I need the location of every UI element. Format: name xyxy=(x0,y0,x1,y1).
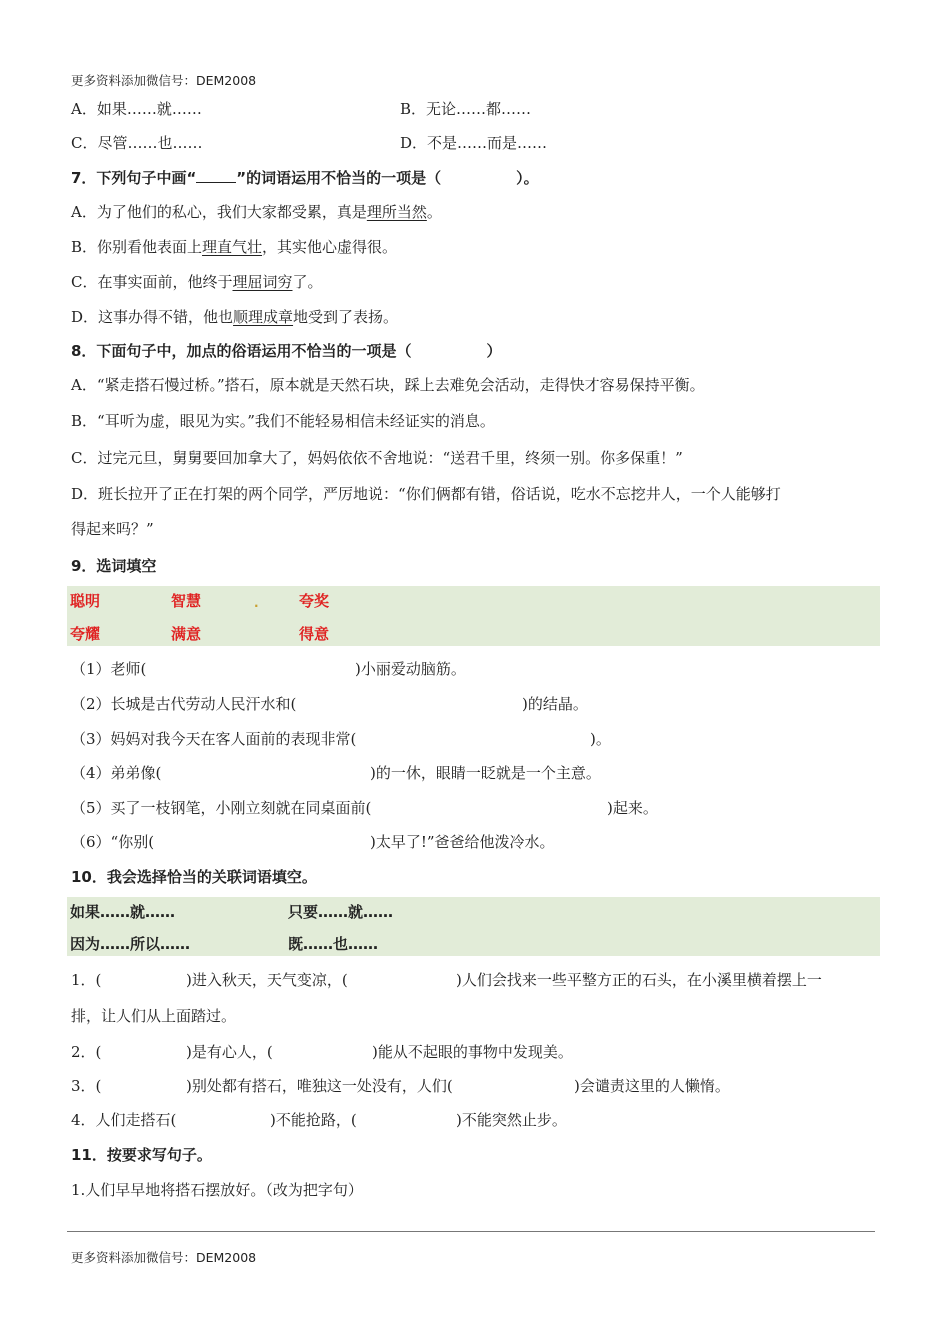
q9-sentence-4-start: （4）弟弟像( xyxy=(71,764,162,782)
separator-dot: . xyxy=(254,596,259,610)
q10-sentence-2b: )是有心人，( xyxy=(186,1043,273,1061)
q6-option-d: D．不是……而是…… xyxy=(400,134,548,152)
q9-sentence-4-end: )的一休，眼睛一眨就是一个主意。 xyxy=(370,764,601,782)
q8-option-a: A．“紧走搭石慢过桥。”搭石，原本就是天然石块，踩上去难免会活动，走得快才容易保持平衡。 xyxy=(71,376,705,394)
q10-sentence-3c: )会谴责这里的人懒惰。 xyxy=(574,1077,730,1095)
page-header: 更多资料添加微信号：DEM2008 xyxy=(71,73,257,88)
q11-sentence-1: 1.人们早早地将搭石摆放好。（改为把字句） xyxy=(71,1181,363,1199)
q10-sentence-4a: 4．人们走搭石( xyxy=(71,1111,177,1129)
q10-sentence-1a: 1．( xyxy=(71,971,102,989)
q9-sentence-2-start: （2）长城是古代劳动人民汗水和( xyxy=(71,695,297,713)
underlined-phrase: 顺理成章 xyxy=(233,308,294,326)
q9-title: 9．选词填空 xyxy=(71,557,157,575)
word-bank-item: 满意 xyxy=(171,625,202,643)
word-bank-item: 夸耀 xyxy=(70,625,101,643)
q10-sentence-2a: 2．( xyxy=(71,1043,102,1061)
q8-title: 8．下面句子中，加点的俗语运用不恰当的一项是（ ） xyxy=(71,342,502,360)
q9-sentence-6-end: )太早了!”爸爸给他泼冷水。 xyxy=(370,833,555,851)
q9-sentence-2-end: )的结晶。 xyxy=(522,695,588,713)
underlined-phrase: 理所当然 xyxy=(366,203,427,221)
q7-option-a: A．为了他们的私心，我们大家都受累，真是理所当然。 xyxy=(71,203,442,221)
word-bank-item: 如果……就…… xyxy=(70,903,176,921)
word-bank-item: 夸奖 xyxy=(299,592,330,610)
q9-sentence-1-start: （1）老师( xyxy=(71,660,147,678)
word-bank-item: 聪明 xyxy=(70,592,101,610)
footer-divider xyxy=(67,1231,875,1232)
q10-sentence-1c: )人们会找来一些平整方正的石头，在小溪里横着摆上一 xyxy=(456,971,822,989)
q6-option-a: A．如果……就…… xyxy=(71,100,202,118)
q7-option-b: B．你别看他表面上理直气壮，其实他心虚得很。 xyxy=(71,238,398,256)
underlined-phrase: 理屈词穷 xyxy=(232,273,293,291)
q8-option-b: B．“耳听为虚，眼见为实。”我们不能轻易相信未经证实的消息。 xyxy=(71,412,495,430)
q10-title: 10．我会选择恰当的关联词语填空。 xyxy=(71,868,317,886)
q7-option-d: D．这事办得不错，他也顺理成章地受到了表扬。 xyxy=(71,308,399,326)
q6-option-c: C．尽管……也…… xyxy=(71,134,203,152)
q10-sentence-1d: 排，让人们从上面踏过。 xyxy=(71,1007,237,1025)
q8-option-c: C．过完元旦，舅舅要回加拿大了，妈妈依依不舍地说：“送君千里，终须一别。你多保重！” xyxy=(71,449,683,467)
q10-sentence-1b: )进入秋天，天气变凉，( xyxy=(186,971,348,989)
q11-title: 11．按要求写句子。 xyxy=(71,1146,212,1164)
word-bank-item: 只要……就…… xyxy=(288,903,394,921)
q9-sentence-5-start: （5）买了一枝钢笔，小刚立刻就在同桌面前( xyxy=(71,799,372,817)
q9-sentence-5-end: )起来。 xyxy=(607,799,658,817)
word-bank-item: 因为……所以…… xyxy=(70,935,191,953)
q8-option-d-line1: D．班长拉开了正在打架的两个同学，严厉地说：“你们俩都有错，俗话说，吃水不忘挖井人，一个人能够打 xyxy=(71,485,781,503)
underline-blank xyxy=(196,168,236,183)
q9-sentence-6-start: （6）“你别( xyxy=(71,833,155,851)
q9-sentence-3-start: （3）妈妈对我今天在客人面前的表现非常( xyxy=(71,730,357,748)
word-bank-item: 既……也…… xyxy=(288,935,379,953)
q7-option-c: C．在事实面前，他终于理屈词穷了。 xyxy=(71,273,323,291)
q7-title: 7．下列句子中画“ ”的词语运用不恰当的一项是（ ）。 xyxy=(71,169,539,187)
q10-sentence-4b: )不能抢路，( xyxy=(270,1111,357,1129)
word-bank-item: 智慧 xyxy=(171,592,202,610)
page-footer: 更多资料添加微信号：DEM2008 xyxy=(71,1250,257,1265)
q10-sentence-3b: )别处都有搭石，唯独这一处没有，人们( xyxy=(186,1077,453,1095)
q10-sentence-2c: )能从不起眼的事物中发现美。 xyxy=(372,1043,573,1061)
underlined-phrase: 理直气壮 xyxy=(202,238,263,256)
q8-option-d-line2: 得起来吗？” xyxy=(71,520,154,538)
q9-sentence-3-end: )。 xyxy=(590,730,611,748)
q10-sentence-4c: )不能突然止步。 xyxy=(456,1111,567,1129)
q10-sentence-3a: 3．( xyxy=(71,1077,102,1095)
q9-word-bank xyxy=(67,586,880,646)
word-bank-item: 得意 xyxy=(299,625,330,643)
q10-word-bank xyxy=(67,897,880,956)
q6-option-b: B．无论……都…… xyxy=(400,100,532,118)
q9-sentence-1-end: )小丽爱动脑筋。 xyxy=(355,660,466,678)
